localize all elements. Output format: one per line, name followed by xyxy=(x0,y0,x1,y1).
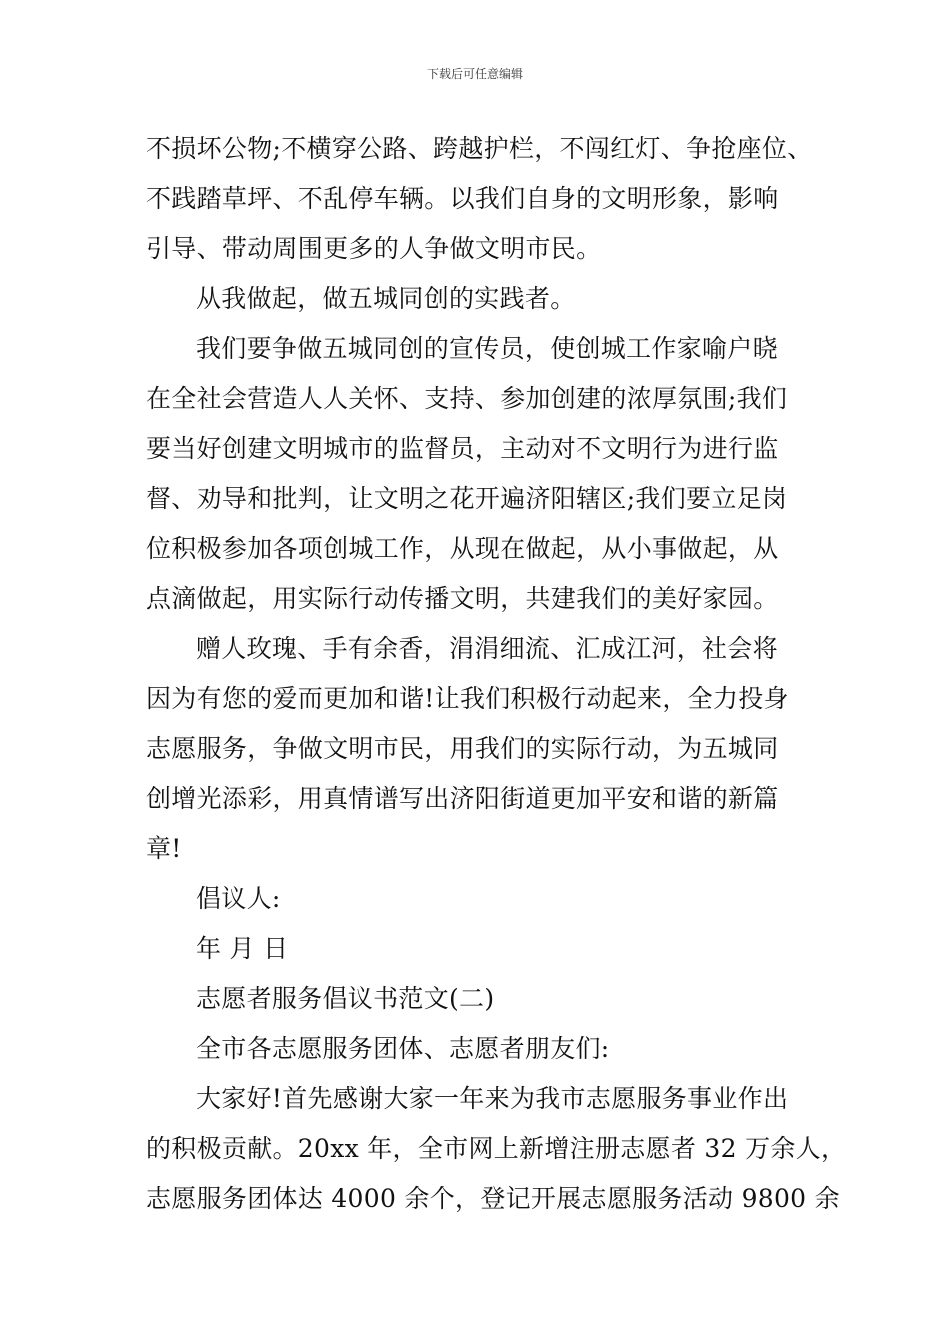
text-line: 志愿服务团体达 4000 余个，登记开展志愿服务活动 9800 余 xyxy=(146,1184,840,1213)
text-line: 因为有您的爱而更加和谐!让我们积极行动起来，全力投身 xyxy=(146,684,789,713)
document-body xyxy=(146,124,847,1224)
text-line: 点滴做起，用实际行动传播文明，共建我们的美好家园。 xyxy=(146,584,779,613)
text-line: 不践踏草坪、不乱停车辆。以我们自身的文明形象，影响 xyxy=(146,184,779,213)
text-line: 在全社会营造人人关怀、支持、参加创建的浓厚氛围;我们 xyxy=(146,384,788,413)
salutation: 全市各志愿服务团体、志愿者朋友们: xyxy=(196,1034,610,1063)
page-header: 下载后可任意编辑 xyxy=(426,67,523,81)
text-line: 章! xyxy=(146,834,182,863)
paragraph-start: 我们要争做五城同创的宣传员，使创城工作家喻户晓 xyxy=(196,334,778,363)
section-title: 志愿者服务倡议书范文(二) xyxy=(196,984,495,1013)
text-line: 督、劝导和批判，让文明之花开遍济阳辖区;我们要立足岗 xyxy=(146,484,788,513)
signatory-label: 倡议人: xyxy=(196,884,281,913)
text-line: 志愿服务，争做文明市民，用我们的实际行动，为五城同 xyxy=(146,734,779,763)
paragraph-start: 赠人玫瑰、手有余香，涓涓细流、汇成江河，社会将 xyxy=(196,634,778,663)
text-line: 位积极参加各项创城工作，从现在做起，从小事做起，从 xyxy=(146,534,779,563)
text-line: 不损坏公物;不横穿公路、跨越护栏，不闯红灯、争抢座位、 xyxy=(146,134,813,163)
text-line: 引导、带动周围更多的人争做文明市民。 xyxy=(146,234,602,263)
paragraph-start: 从我做起，做五城同创的实践者。 xyxy=(196,284,576,313)
text-line: 要当好创建文明城市的监督员，主动对不文明行为进行监 xyxy=(146,434,779,463)
paragraph-start: 大家好!首先感谢大家一年来为我市志愿服务事业作出 xyxy=(196,1084,789,1113)
date-line: 年 月 日 xyxy=(196,934,289,963)
text-line: 创增光添彩，用真情谱写出济阳街道更加平安和谐的新篇 xyxy=(146,784,779,813)
text-line: 的积极贡献。20xx 年，全市网上新增注册志愿者 32 万余人， xyxy=(146,1134,847,1163)
